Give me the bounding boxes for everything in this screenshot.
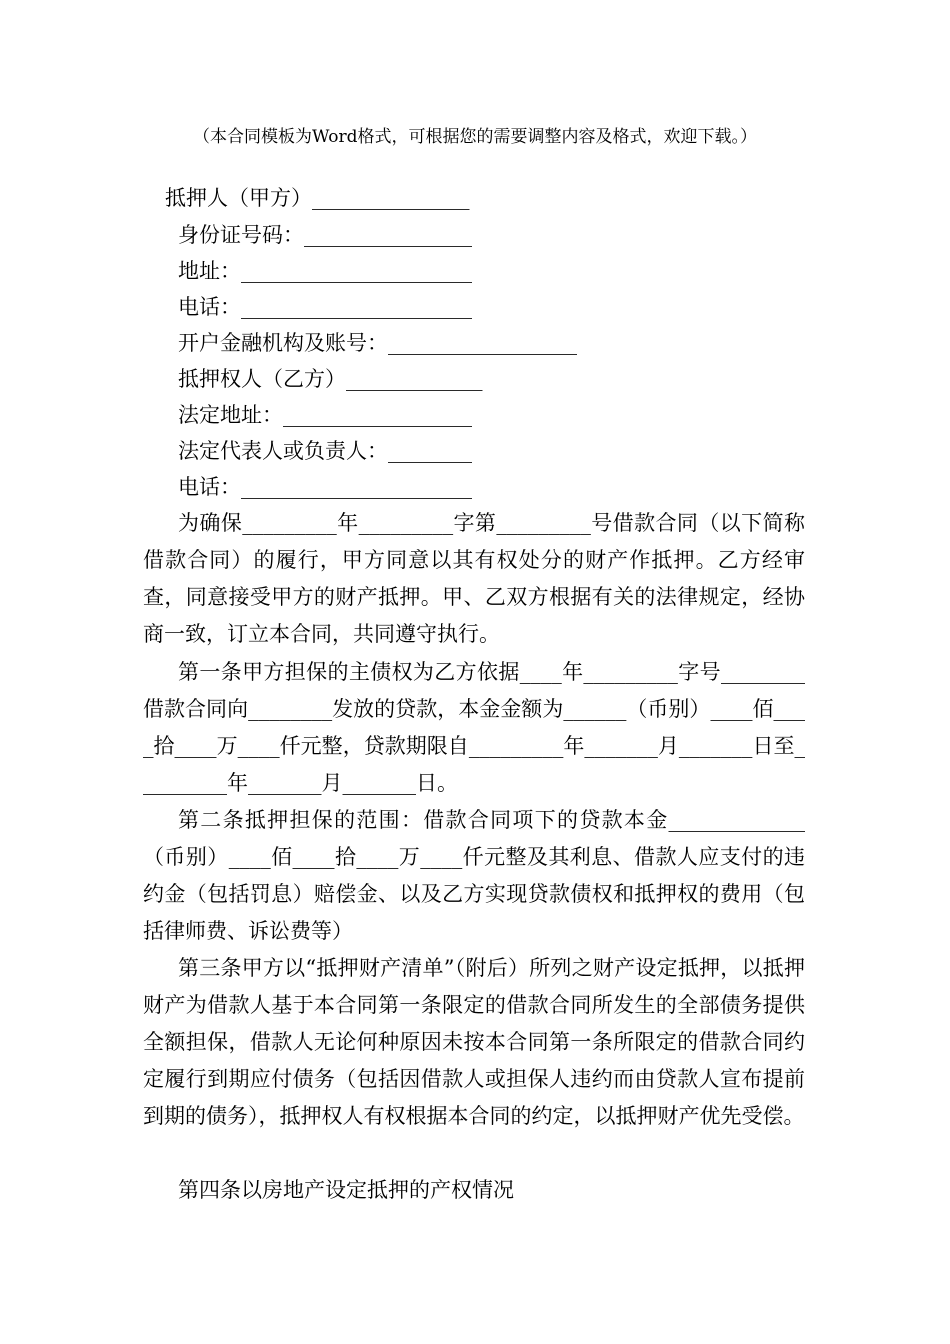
article-3-paragraph: 第三条甲方以“抵押财产清单”（附后）所列之财产设定抵押，以抵押财产为借款人基于本合同第一条限定的借款合同所发生的全部债务提供全额担保，借款人无论何种原因未按本合同第一条所限定的借款合同约定履行到期应付债务（包括因借款人或担保人违约而由贷款人宣布提前到期的债务），抵押权人有权根据本合同的约定，以抵押财产优先受偿。 [143, 956, 805, 1128]
mortgagor-line: 抵押人（甲方）_______________ [165, 186, 470, 210]
template-note: （本合同模板为Word格式，可根据您的需要调整内容及格式，欢迎下载。） [192, 127, 758, 147]
article-2-paragraph: 第二条抵押担保的范围：借款合同项下的贷款本金_____________（币别）____佰____拾____万____仟元整及其利息、借款人应支付的违约金（包括罚息）赔偿金、以及乙方实现贷款债权和抵押权的费用（包括律师费、诉讼费等） [143, 808, 805, 943]
bank-account-line: 开户金融机构及账号：__________________ [178, 331, 577, 355]
preamble-paragraph: 为确保_________年_________字第_________号借款合同（以下简称借款合同）的履行，甲方同意以其有权处分的财产作抵押。乙方经审查，同意接受甲方的财产抵押。甲、乙双方根据有关的法律规定，经协商一致，订立本合同，共同遵守执行。 [143, 511, 805, 646]
mortgagor-phone-line: 电话：______________________ [178, 295, 472, 319]
article-1-paragraph: 第一条甲方担保的主债权为乙方依据____年_________字号________借款合同向________发放的贷款，本金金额为______（币别）____佰____拾____万____仟元整，贷款期限自_________年_______月_______日至_________年_______月_______日。 [143, 660, 805, 795]
id-number-line: 身份证号码：________________ [178, 223, 472, 247]
article-4-paragraph: 第四条以房地产设定抵押的产权情况 [178, 1178, 514, 1202]
mortgagor-address-line: 地址：______________________ [178, 259, 472, 283]
legal-address-line: 法定地址：__________________ [178, 403, 472, 427]
legal-representative-line: 法定代表人或负责人：________ [178, 439, 472, 463]
mortgagee-line: 抵押权人（乙方）_____________ [178, 367, 483, 391]
mortgagee-phone-line: 电话：______________________ [178, 475, 472, 499]
